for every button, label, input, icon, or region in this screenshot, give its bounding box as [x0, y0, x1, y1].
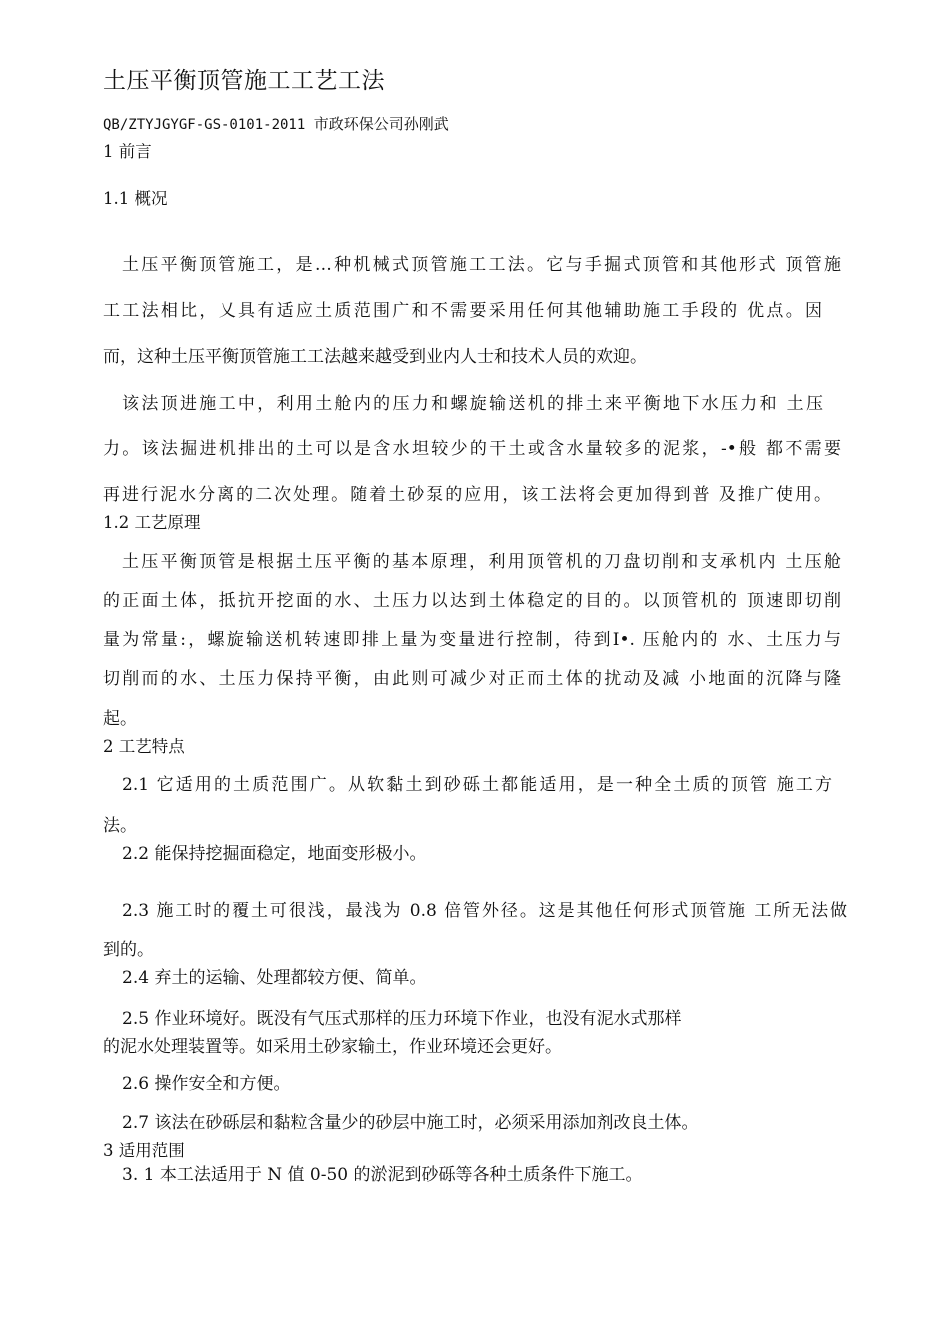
- section-heading-3: 3 适用范围: [103, 1141, 185, 1160]
- paragraph-line: 量为常量:，螺旋输送机转速即排上量为变量进行控制，待到I•. 压舱内的 水、土压力与: [103, 630, 841, 650]
- list-item-continuation: 法。: [103, 816, 137, 836]
- paragraph-line: 起。: [103, 709, 137, 729]
- paragraph-line: 的正面土体，抵抗开挖面的水、土压力以达到土体稳定的目的。以顶管机的 顶速即切削: [103, 591, 841, 611]
- list-item-continuation: 到的。: [103, 940, 154, 960]
- author-organization: 市政环保公司孙刚武: [313, 115, 449, 133]
- standard-code: QB/ZTYJGYGF-GS-0101-2011: [103, 117, 306, 133]
- paragraph-line: 而，这种土压平衡顶管施工工法越来越受到业内人士和技术人员的欢迎。: [103, 347, 647, 367]
- section-heading-1-2: 1.2 工艺原理: [103, 513, 201, 532]
- paragraph-line: 再进行泥水分离的二次处理。随着土砂泵的应用，该工法将会更加得到普 及推广使用。: [103, 485, 831, 505]
- list-item: 2.2 能保持挖掘面稳定，地面变形极小。: [122, 844, 427, 864]
- list-item: 2.1 它适用的土质范围广。从软黏土到砂砾土都能适用，是一种全土质的顶管 施工方: [122, 775, 832, 795]
- section-heading-2: 2 工艺特点: [103, 737, 185, 756]
- document-meta: [103, 114, 449, 135]
- list-item: 2.5 作业环境好。既没有气压式那样的压力环境下作业，也没有泥水式那样: [122, 1009, 682, 1029]
- list-item: 2.4 弃土的运输、处理都较方便、简单。: [122, 968, 427, 988]
- paragraph-line: 力。该法掘进机排出的土可以是含水坦较少的干土或含水量较多的泥浆，-•般 都不需要: [103, 439, 841, 459]
- list-item: 2.7 该法在砂砾层和黏粒含量少的砂层中施工时，必须采用添加剂改良土体。: [122, 1113, 699, 1133]
- paragraph-line: 该法顶进施工中，利用土舱内的压力和螺旋输送机的排土来平衡地下水压力和 土压: [122, 394, 823, 414]
- list-item-continuation: 的泥水处理装置等。如采用土砂家输土，作业环境还会更好。: [103, 1037, 562, 1057]
- paragraph-line: 土压平衡顶管施工，是…种机械式顶管施工工法。它与手掘式顶管和其他形式 顶管施: [122, 255, 841, 275]
- paragraph-line: 切削而的水、土压力保持平衡，由此则可减少对正而土体的扰动及减 小地面的沉降与隆: [103, 669, 841, 689]
- paragraph-line: 土压平衡顶管是根据土压平衡的基本原理，利用顶管机的刀盘切削和支承机内 土压舱: [122, 552, 841, 572]
- list-item: 2.3 施工时的覆土可很浅，最浅为 0.8 倍管外径。这是其他任何形式顶管施 工所无法做: [122, 901, 847, 921]
- section-heading-1-1: 1.1 概况: [103, 189, 168, 208]
- paragraph-line: 工工法相比，乂具有适应土质范围广和不需要采用任何其他辅助施工手段的 优点。因: [103, 301, 822, 321]
- document-title: 土压平衡顶管施工工艺工法: [103, 68, 385, 94]
- list-item: 3. 1 本工法适用于 N 值 0-50 的淤泥到砂砾等各种土质条件下施工。: [122, 1165, 643, 1185]
- section-heading-1: 1 前言: [103, 142, 152, 161]
- list-item: 2.6 操作安全和方便。: [122, 1074, 291, 1094]
